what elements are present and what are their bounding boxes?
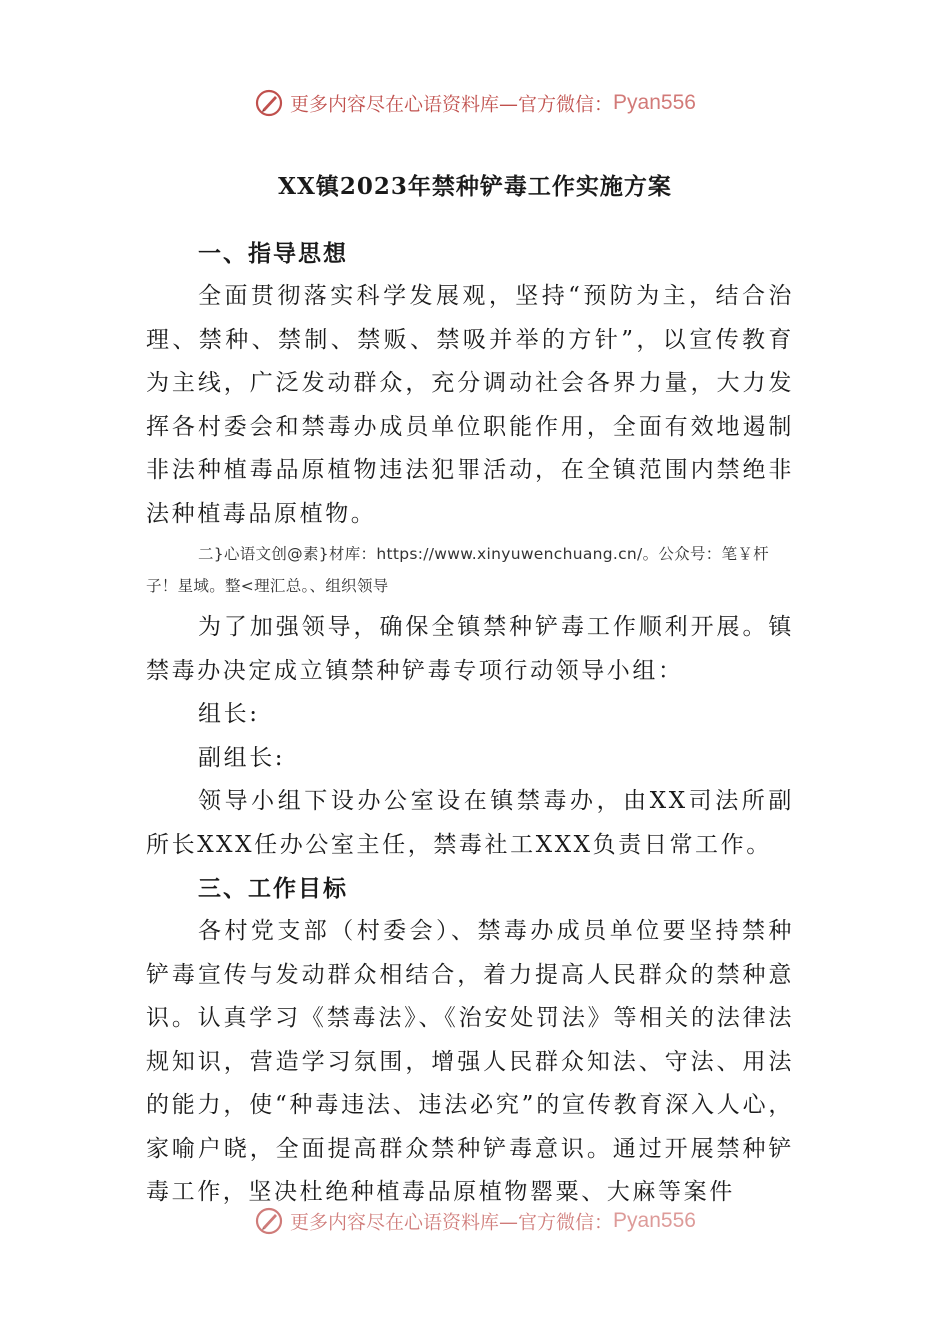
section-heading-work-goals: 三、工作目标 [198, 875, 348, 902]
leader-line: 组长: [198, 701, 260, 727]
footer-watermark-banner [0, 1206, 950, 1236]
banner-wechat-code: Pyan556 [613, 1209, 696, 1232]
document-title: XX镇2023年禁种铲毒工作实施方案 [278, 173, 672, 200]
paragraph-organization: 为了加强领导，确保全镇禁种铲毒工作顺利开展。镇禁毒办决定成立镇禁种铲毒专项行动领导小组： [146, 614, 794, 684]
banner-text: 更多内容尽在心语资料库—官方微信： [290, 1211, 614, 1234]
banner-text: 更多内容尽在心语资料库—官方微信： [290, 93, 614, 116]
paragraph-office: 领导小组下设办公室设在镇禁毒办，由XX司法所副所长XXX任办公室主任，禁毒社工XXX负责日常工作。 [146, 788, 794, 858]
banner-wechat-code: Pyan556 [613, 91, 696, 114]
paragraph-guiding-ideology: 全面贯彻落实科学发展观，坚持“预防为主，结合治理、禁种、禁制、禁贩、禁吸并举的方针”，以宣传教育为主线，广泛发动群众，充分调动社会各界力量，大力发挥各村委会和禁毒办成员单位职能作用，全面有效地遏制非法种植毒品原植物违法犯罪活动，在全镇范围内禁绝非法种植毒品原植物。 [146, 283, 794, 527]
paragraph-work-goals: 各村党支部（村委会）、禁毒办成员单位要坚持禁种铲毒宣传与发动群众相结合，着力提高人民群众的禁种意识。认真学习《禁毒法》、《治安处罚法》等相关的法律法规知识，营造学习氛围，增强人民群众知法、守法、用法的能力，使“种毒违法、违法必究”的宣传教育深入人心，家喻户晓，全面提高群众禁种铲毒意识。通过开展禁种铲毒工作，坚决杜绝种植毒品原植物罂粟、大麻等案件 [146, 918, 794, 1205]
deputy-leader-line: 副组长: [198, 744, 286, 771]
pen-circle-logo-icon [254, 88, 284, 118]
document-body [146, 232, 794, 1215]
watermark-noise-line: 二}心语文创@素}材库：https://www.xinyuwenchuang.cn/。公众号：笔￥杆子！星域。整<理汇总。、组织领导 [146, 545, 769, 595]
header-watermark-banner [0, 88, 950, 118]
pen-circle-logo-icon [254, 1206, 284, 1236]
section-heading-guiding-ideology: 一、指导思想 [198, 240, 348, 267]
